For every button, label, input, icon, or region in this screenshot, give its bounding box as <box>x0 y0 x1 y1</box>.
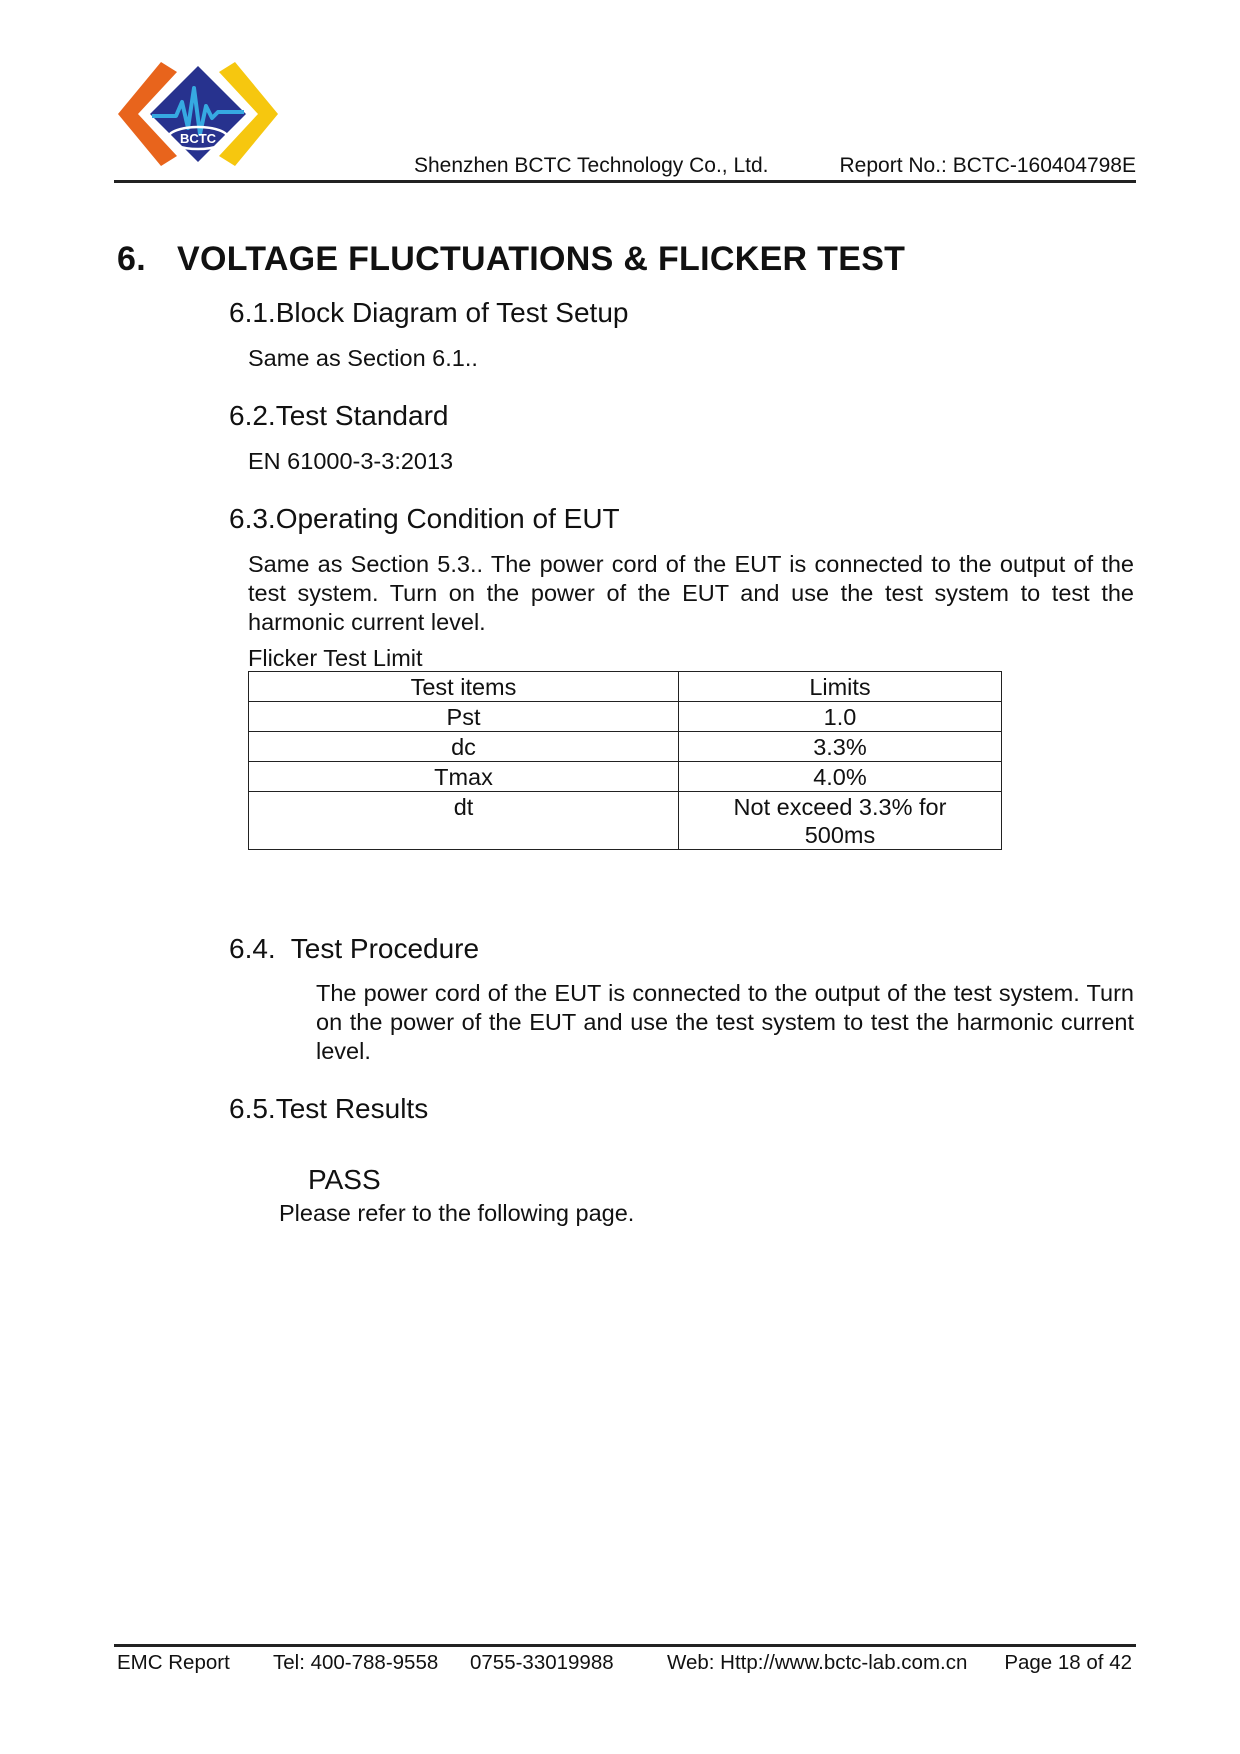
flicker-limit-table <box>248 671 1002 850</box>
footer-tel-secondary: 0755-33019988 <box>470 1651 614 1674</box>
table-row <box>249 732 1002 762</box>
limit-cell: 4.0% <box>679 762 1002 792</box>
footer-tel: Tel: 400-788-9558 <box>273 1651 439 1674</box>
header-company: Shenzhen BCTC Technology Co., Ltd. <box>414 154 769 177</box>
column-header-limits: Limits <box>679 672 1002 702</box>
footer-page-number: Page 18 of 42 <box>1004 1651 1132 1674</box>
test-standard-text: EN 61000-3-3:2013 <box>248 448 454 474</box>
test-result-pass: PASS <box>308 1164 381 1195</box>
table-header-row <box>249 672 1002 702</box>
block-diagram-text: Same as Section 6.1.. <box>248 345 478 371</box>
limit-cell: 3.3% <box>679 732 1002 762</box>
footer-divider <box>114 1644 1136 1647</box>
heading-block-diagram: 6.1.Block Diagram of Test Setup <box>229 297 629 328</box>
section-title-text: VOLTAGE FLUCTUATIONS & FLICKER TEST <box>177 240 906 278</box>
footer-label: EMC Report <box>117 1651 230 1674</box>
test-item-cell: dc <box>249 732 679 762</box>
limit-cell: 1.0 <box>679 702 1002 732</box>
heading-operating-condition: 6.3.Operating Condition of EUT <box>229 503 620 534</box>
table-row <box>249 702 1002 732</box>
heading-test-standard: 6.2.Test Standard <box>229 400 449 431</box>
limit-cell: Not exceed 3.3% for 500ms <box>679 792 1002 850</box>
heading-test-procedure: 6.4. Test Procedure <box>229 933 480 964</box>
test-result-note: Please refer to the following page. <box>279 1200 635 1226</box>
header-report-number: Report No.: BCTC-160404798E <box>839 154 1136 177</box>
section-number: 6. <box>117 240 146 278</box>
svg-text:BCTC: BCTC <box>179 131 217 146</box>
test-item-cell: Pst <box>249 702 679 732</box>
table-row <box>249 762 1002 792</box>
bctc-logo <box>116 58 280 170</box>
section-title <box>117 240 905 279</box>
heading-test-results: 6.5.Test Results <box>229 1093 429 1124</box>
footer-website: Web: Http://www.bctc-lab.com.cn <box>667 1651 968 1674</box>
table-caption: Flicker Test Limit <box>248 645 423 671</box>
test-item-cell: Tmax <box>249 762 679 792</box>
operating-condition-text: Same as Section 5.3.. The power cord of the EUT is connected to the output of the test system. Turn on the power of the EUT and use the test system to test the harmonic current level. <box>248 551 1134 635</box>
table-row <box>249 792 1002 850</box>
header-divider <box>114 180 1136 183</box>
column-header-test-items: Test items <box>249 672 679 702</box>
test-item-cell: dt <box>249 792 679 850</box>
test-procedure-text: The power cord of the EUT is connected to the output of the test system. Turn on the power of the EUT and use the test system to test the harmonic current level. <box>316 980 1134 1064</box>
